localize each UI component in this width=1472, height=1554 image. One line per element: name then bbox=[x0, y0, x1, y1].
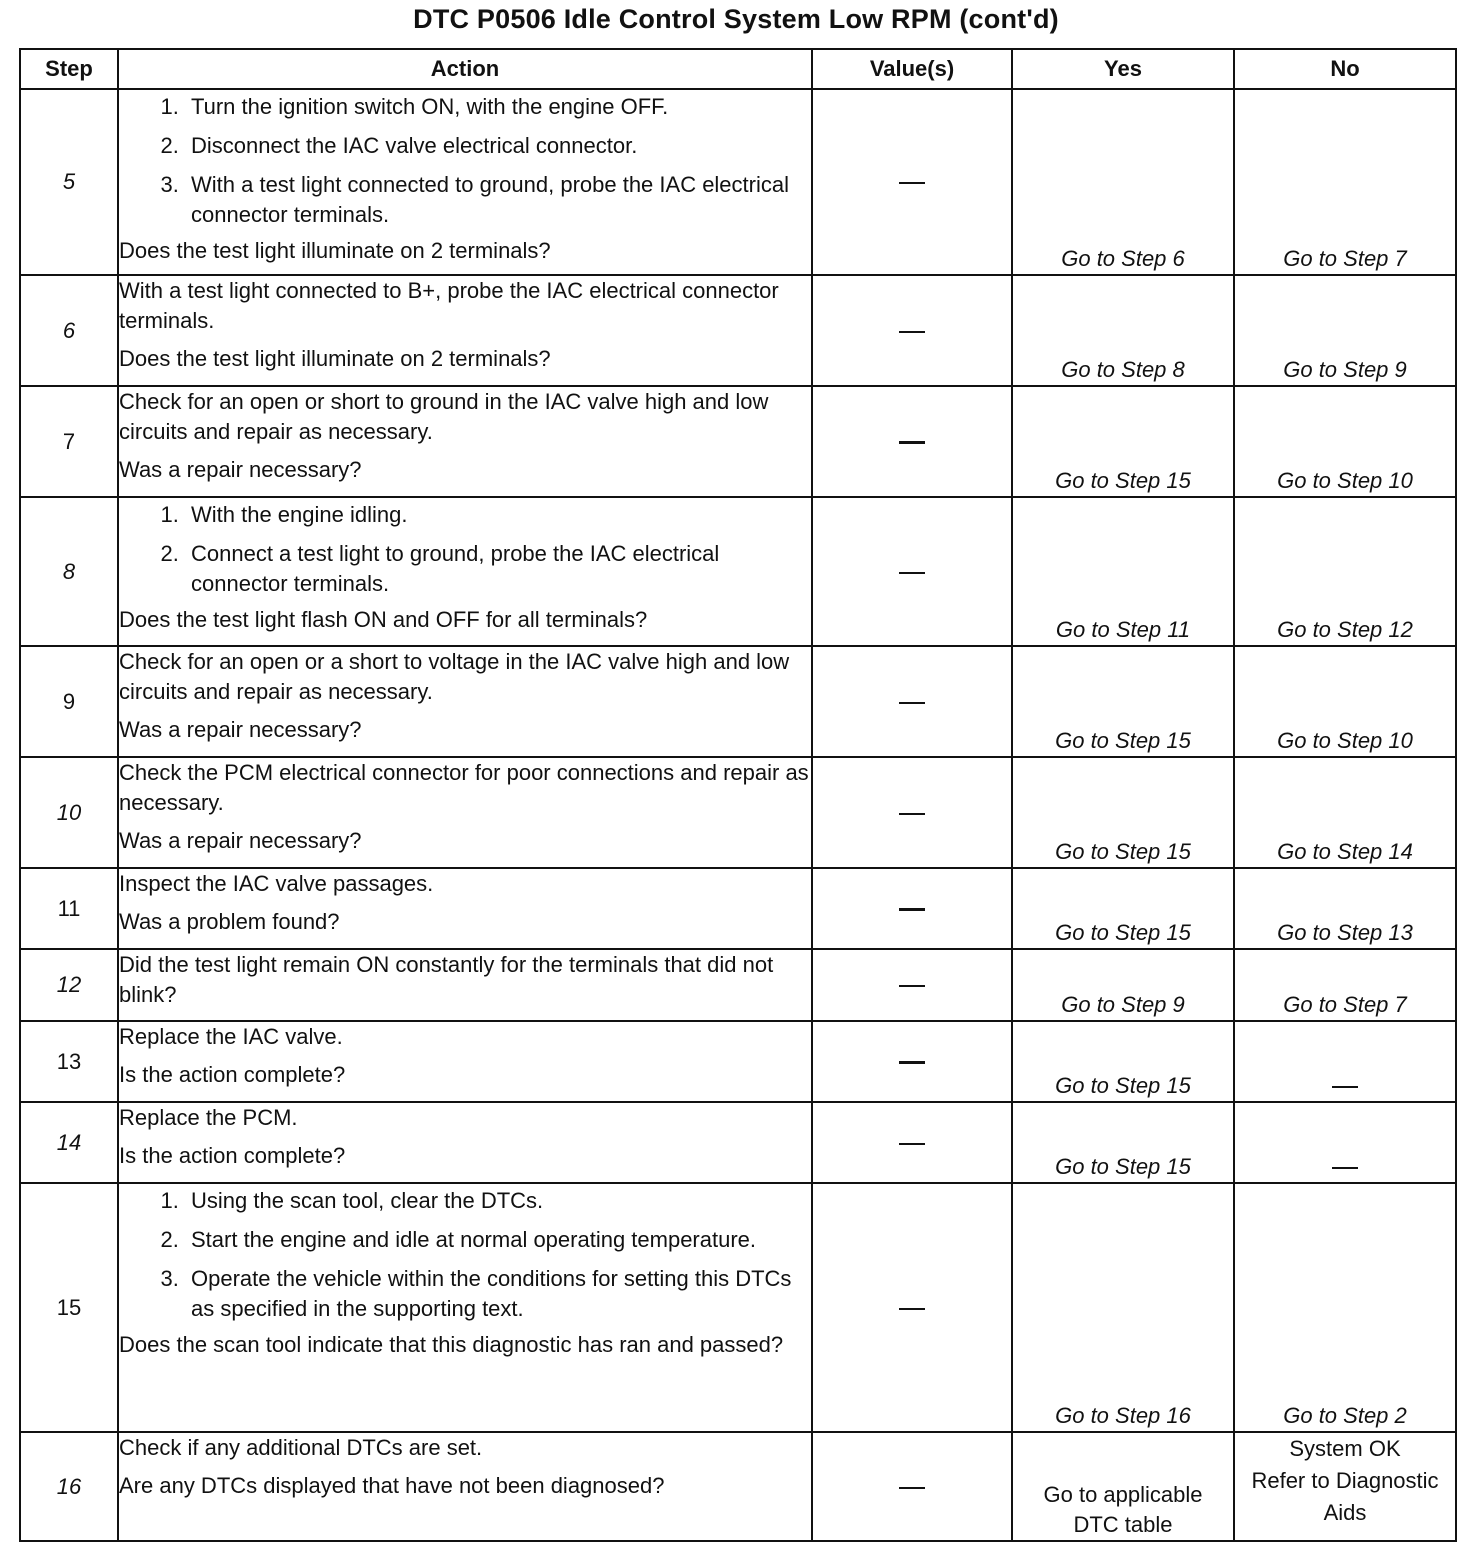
no-cell: Go to Step 2 bbox=[1234, 1183, 1456, 1432]
action-question: Was a repair necessary? bbox=[119, 828, 362, 853]
yes-cell: Go to Step 6 bbox=[1012, 89, 1234, 275]
yes-cell: Go to Step 15 bbox=[1012, 1102, 1234, 1183]
yes-cell: Go to Step 15 bbox=[1012, 1021, 1234, 1102]
no-cell: Go to Step 14 bbox=[1234, 757, 1456, 868]
no-cell: Go to Step 9 bbox=[1234, 275, 1456, 386]
action-text: Check the PCM electrical connector for poor connections and repair as necessary. bbox=[119, 760, 809, 815]
value-cell bbox=[812, 386, 1012, 497]
table-row bbox=[20, 646, 1456, 757]
value-cell bbox=[812, 275, 1012, 386]
action-cell bbox=[118, 1183, 812, 1432]
yes-cell: Go to Step 15 bbox=[1012, 386, 1234, 497]
value-cell bbox=[812, 1102, 1012, 1183]
action-step-item: 2. Connect a test light to ground, probe the IAC electrical connector terminals. bbox=[185, 539, 811, 599]
no-cell: Go to Step 10 bbox=[1234, 646, 1456, 757]
action-cell bbox=[118, 757, 812, 868]
step-number: 12 bbox=[20, 949, 118, 1021]
table-row bbox=[20, 1183, 1456, 1432]
action-question: Does the test light illuminate on 2 terminals? bbox=[119, 346, 551, 371]
action-cell bbox=[118, 646, 812, 757]
action-cell bbox=[118, 497, 812, 646]
no-cell: Go to Step 12 bbox=[1234, 497, 1456, 646]
action-question: Does the test light flash ON and OFF for all terminals? bbox=[119, 607, 648, 632]
yes-cell: Go to Step 8 bbox=[1012, 275, 1234, 386]
value-cell bbox=[812, 868, 1012, 949]
value-cell bbox=[812, 1021, 1012, 1102]
table-row bbox=[20, 949, 1456, 1021]
action-step-item: 3. Operate the vehicle within the conditions for setting this DTCs as specified in the supporting text. bbox=[185, 1264, 811, 1324]
header-action: Action bbox=[118, 49, 812, 89]
action-step-item: 2. Disconnect the IAC valve electrical connector. bbox=[185, 131, 811, 161]
yes-cell: Go to Step 15 bbox=[1012, 757, 1234, 868]
action-text: Inspect the IAC valve passages. bbox=[119, 871, 434, 896]
step-number: 16 bbox=[20, 1432, 118, 1541]
step-number: 7 bbox=[20, 386, 118, 497]
action-question: Was a repair necessary? bbox=[119, 717, 362, 742]
no-cell: Go to Step 7 bbox=[1234, 949, 1456, 1021]
value-cell bbox=[812, 1432, 1012, 1541]
empty-value-dash bbox=[899, 572, 925, 574]
action-text: Check for an open or short to ground in the IAC valve high and low circuits and repair as necessary. bbox=[119, 389, 769, 444]
action-cell bbox=[118, 1432, 812, 1541]
action-question: Was a problem found? bbox=[119, 909, 340, 934]
empty-value-dash bbox=[899, 441, 925, 444]
action-question: Was a repair necessary? bbox=[119, 457, 362, 482]
yes-cell: Go to Step 11 bbox=[1012, 497, 1234, 646]
step-number: 6 bbox=[20, 275, 118, 386]
empty-value-dash bbox=[899, 908, 925, 911]
value-cell bbox=[812, 89, 1012, 275]
empty-value-dash bbox=[899, 813, 925, 815]
header-step: Step bbox=[20, 49, 118, 89]
action-cell bbox=[118, 1021, 812, 1102]
header-no: No bbox=[1234, 49, 1456, 89]
action-text: With a test light connected to B+, probe the IAC electrical connector terminals. bbox=[119, 278, 779, 333]
empty-value-dash bbox=[899, 1487, 925, 1489]
value-cell bbox=[812, 949, 1012, 1021]
table-row bbox=[20, 1432, 1456, 1541]
no-cell: Go to Step 10 bbox=[1234, 386, 1456, 497]
table-row bbox=[20, 1021, 1456, 1102]
action-steps bbox=[119, 92, 811, 230]
no-cell bbox=[1234, 1432, 1456, 1541]
action-text: Check for an open or a short to voltage in the IAC valve high and low circuits and repair as necessary. bbox=[119, 649, 790, 704]
empty-value-dash bbox=[899, 182, 925, 184]
action-question: Did the test light remain ON constantly for the terminals that did not blink? bbox=[119, 952, 774, 1007]
action-step-item: 1. Turn the ignition switch ON, with the engine OFF. bbox=[185, 92, 811, 122]
empty-no-dash bbox=[1332, 1086, 1358, 1088]
action-cell bbox=[118, 1102, 812, 1183]
action-question: Are any DTCs displayed that have not been diagnosed? bbox=[119, 1473, 665, 1498]
action-steps bbox=[119, 1186, 811, 1324]
no-cell bbox=[1234, 1021, 1456, 1102]
action-question: Does the test light illuminate on 2 terminals? bbox=[119, 238, 551, 263]
action-text: Replace the PCM. bbox=[119, 1105, 298, 1130]
step-number: 8 bbox=[20, 497, 118, 646]
action-step-item: 1. Using the scan tool, clear the DTCs. bbox=[185, 1186, 811, 1216]
yes-cell: Go to applicable DTC table bbox=[1012, 1432, 1234, 1541]
yes-cell: Go to Step 9 bbox=[1012, 949, 1234, 1021]
table-row bbox=[20, 386, 1456, 497]
step-number: 10 bbox=[20, 757, 118, 868]
step-number: 14 bbox=[20, 1102, 118, 1183]
page-title: DTC P0506 Idle Control System Low RPM (cont'd) bbox=[413, 4, 1059, 34]
value-cell bbox=[812, 497, 1012, 646]
yes-cell: Go to Step 15 bbox=[1012, 646, 1234, 757]
empty-value-dash bbox=[899, 702, 925, 704]
empty-value-dash bbox=[899, 1308, 925, 1310]
empty-value-dash bbox=[899, 1061, 925, 1064]
table-row bbox=[20, 497, 1456, 646]
empty-no-dash bbox=[1332, 1167, 1358, 1169]
system-ok-text: System OK bbox=[1289, 1436, 1401, 1461]
action-question: Is the action complete? bbox=[119, 1062, 346, 1087]
action-text: Check if any additional DTCs are set. bbox=[119, 1435, 483, 1460]
yes-cell: Go to Step 16 bbox=[1012, 1183, 1234, 1432]
step-number: 9 bbox=[20, 646, 118, 757]
table-row bbox=[20, 868, 1456, 949]
no-cell bbox=[1234, 1102, 1456, 1183]
empty-value-dash bbox=[899, 985, 925, 987]
table-row bbox=[20, 89, 1456, 275]
action-cell bbox=[118, 868, 812, 949]
no-cell: Go to Step 7 bbox=[1234, 89, 1456, 275]
header-values: Value(s) bbox=[812, 49, 1012, 89]
empty-value-dash bbox=[899, 331, 925, 333]
action-cell bbox=[118, 89, 812, 275]
value-cell bbox=[812, 757, 1012, 868]
action-cell bbox=[118, 275, 812, 386]
value-cell bbox=[812, 1183, 1012, 1432]
action-question: Does the scan tool indicate that this diagnostic has ran and passed? bbox=[119, 1332, 784, 1357]
action-cell bbox=[118, 386, 812, 497]
action-question: Is the action complete? bbox=[119, 1143, 346, 1168]
action-steps bbox=[119, 500, 811, 599]
refer-diagnostic-aids-text: Refer to Diagnostic Aids bbox=[1251, 1468, 1439, 1525]
step-number: 11 bbox=[20, 868, 118, 949]
action-step-item: 2. Start the engine and idle at normal operating temperature. bbox=[185, 1225, 811, 1255]
action-step-item: 3. With a test light connected to ground, probe the IAC electrical connector terminals. bbox=[185, 170, 811, 230]
empty-value-dash bbox=[899, 1143, 925, 1145]
header-yes: Yes bbox=[1012, 49, 1234, 89]
table-header-row bbox=[20, 49, 1456, 89]
action-text: Replace the IAC valve. bbox=[119, 1024, 343, 1049]
action-step-item: 1. With the engine idling. bbox=[185, 500, 811, 530]
no-cell: Go to Step 13 bbox=[1234, 868, 1456, 949]
action-cell bbox=[118, 949, 812, 1021]
table-row bbox=[20, 757, 1456, 868]
step-number: 15 bbox=[20, 1183, 118, 1432]
value-cell bbox=[812, 646, 1012, 757]
table-row bbox=[20, 1102, 1456, 1183]
step-number: 5 bbox=[20, 89, 118, 275]
step-number: 13 bbox=[20, 1021, 118, 1102]
diagnostic-table bbox=[19, 48, 1457, 1542]
table-row bbox=[20, 275, 1456, 386]
yes-cell: Go to Step 15 bbox=[1012, 868, 1234, 949]
